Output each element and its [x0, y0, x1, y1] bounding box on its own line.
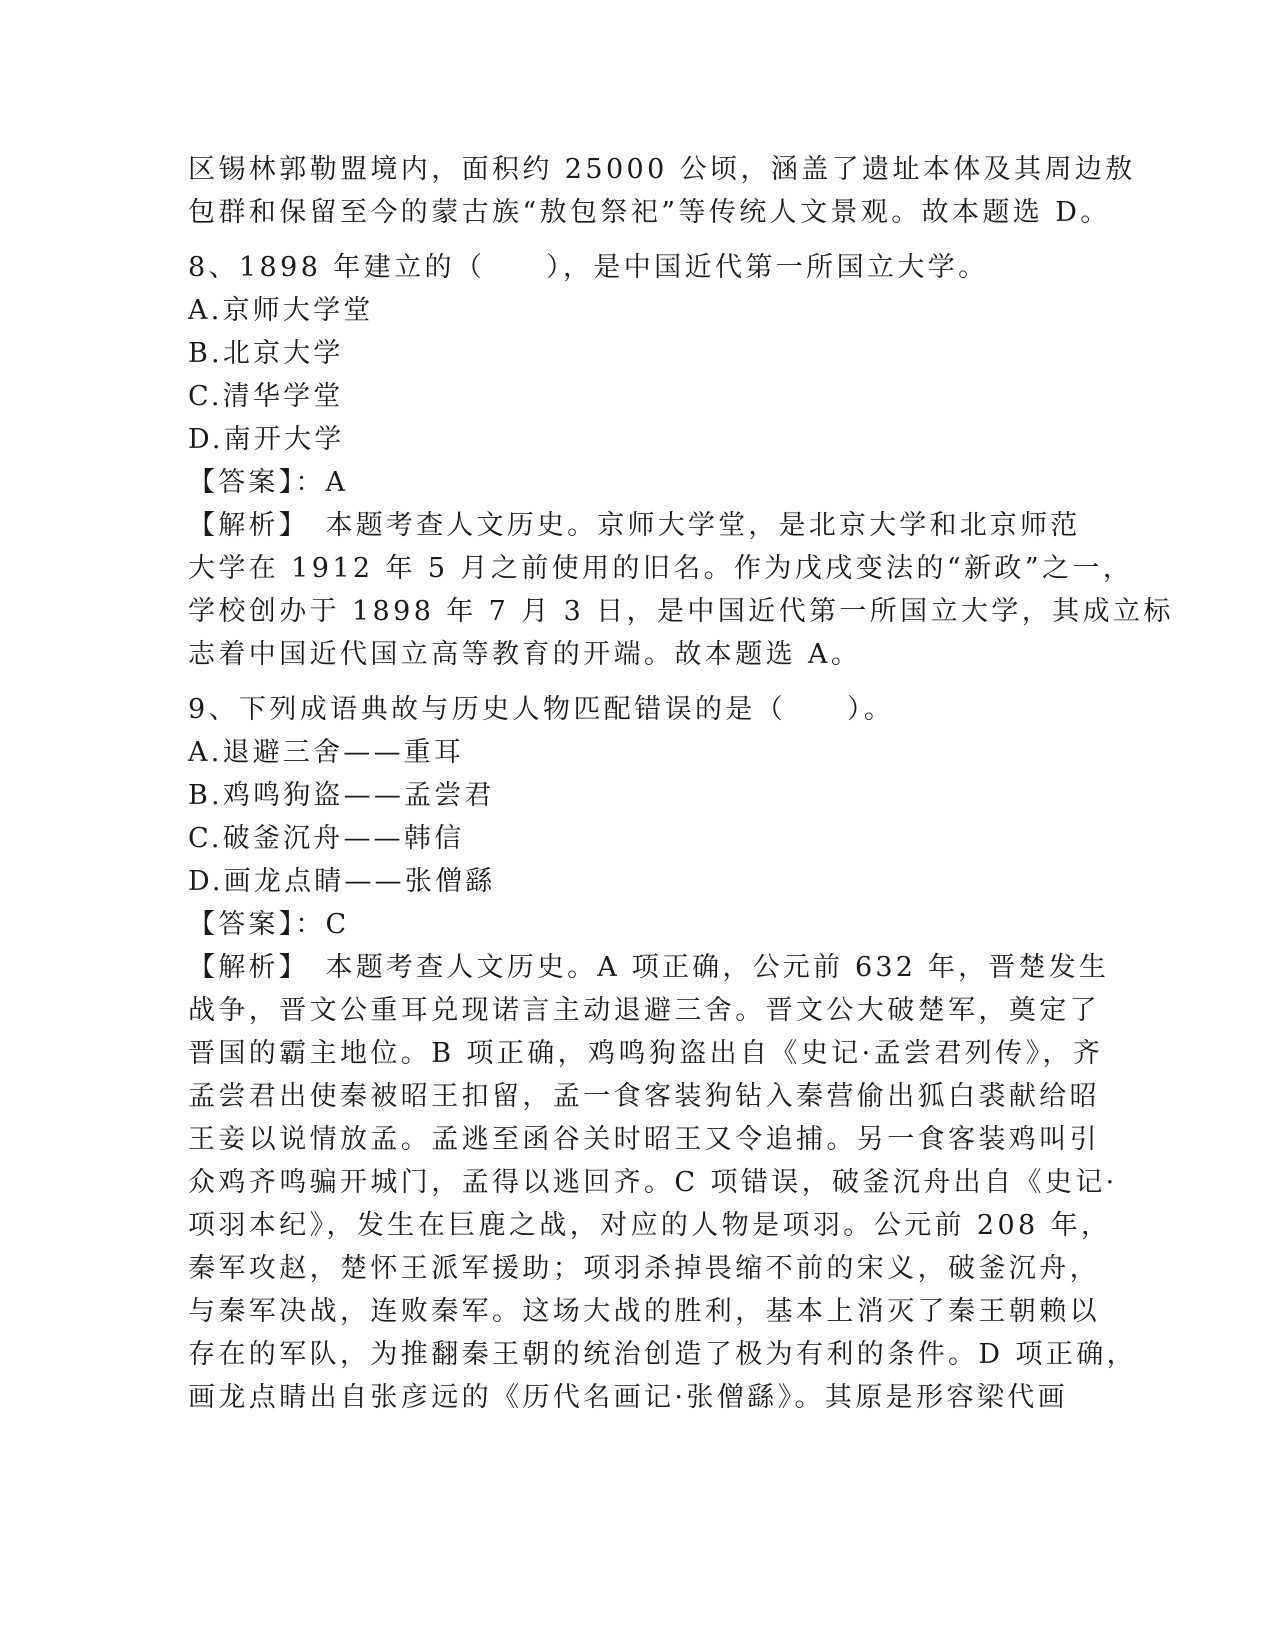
explanation-line: 存在的军队，为推翻秦王朝的统治创造了极为有利的条件。D 项正确， — [188, 1339, 1138, 1370]
answer-line: 【答案】：A — [188, 467, 349, 498]
option-a: A.京师大学堂 — [188, 295, 374, 326]
option-b: B.北京大学 — [188, 338, 344, 369]
explanation-line: 志着中国近代国立高等教育的开端。故本题选 A。 — [188, 639, 862, 670]
option-c: C.破釜沉舟——韩信 — [188, 823, 465, 854]
answer-line: 【答案】：C — [188, 909, 350, 940]
spacer — [188, 676, 1088, 688]
explanation-line: 孟尝君出使秦被昭王扣留，孟一食客装狗钻入秦营偷出狐白裘献给昭 — [188, 1081, 1100, 1112]
text-line: 包群和保留至今的蒙古族“敖包祭祀”等传统人文景观。故本题选 D。 — [188, 197, 1111, 228]
explanation-line: 与秦军决战，连败秦军。这场大战的胜利，基本上消灭了秦王朝赖以 — [188, 1296, 1100, 1327]
option-b: B.鸡鸣狗盗——孟尝君 — [188, 780, 495, 811]
explanation-line: 项羽本纪》，发生在巨鹿之战，对应的人物是项羽。公元前 208 年， — [188, 1210, 1112, 1241]
option-a: A.退避三舍——重耳 — [188, 737, 465, 768]
text-line: 区锡林郭勒盟境内，面积约 25000 公顷，涵盖了遗址本体及其周边敖 — [188, 154, 1136, 185]
previous-explanation-continuation — [188, 148, 1136, 234]
spacer — [188, 234, 1088, 246]
option-d: D.画龙点睛——张僧繇 — [188, 866, 496, 897]
explanation-line: 学校创办于 1898 年 7 月 3 日，是中国近代第一所国立大学，其成立标 — [188, 596, 1174, 627]
option-d: D.南开大学 — [188, 424, 345, 455]
explanation-line: 【解析】 本题考查人文历史。A 项正确，公元前 632 年，晋楚发生 — [188, 952, 1110, 983]
question-9 — [188, 688, 1138, 1419]
question-stem: 8、1898 年建立的（ ），是中国近代第一所国立大学。 — [188, 252, 989, 283]
explanation-line: 大学在 1912 年 5 月之前使用的旧名。作为戊戌变法的“新政”之一， — [188, 553, 1134, 584]
explanation-line: 秦军攻赵，楚怀王派军援助；项羽杀掉畏缩不前的宋义，破釜沉舟， — [188, 1253, 1100, 1284]
document-page — [188, 148, 1174, 1419]
explanation-line: 王妾以说情放孟。孟逃至函谷关时昭王又令追捕。另一食客装鸡叫引 — [188, 1124, 1100, 1155]
question-stem: 9、下列成语典故与历史人物匹配错误的是（ ）。 — [188, 694, 895, 725]
explanation-line: 众鸡齐鸣骗开城门，孟得以逃回齐。C 项错误，破釜沉舟出自《史记· — [188, 1167, 1118, 1198]
explanation-line: 晋国的霸主地位。B 项正确，鸡鸣狗盗出自《史记·孟尝君列传》，齐 — [188, 1038, 1104, 1069]
explanation-line: 画龙点睛出自张彦远的《历代名画记·张僧繇》。其原是形容梁代画 — [188, 1382, 1069, 1413]
option-c: C.清华学堂 — [188, 381, 344, 412]
explanation-line: 战争，晋文公重耳兑现诺言主动退避三舍。晋文公大破楚军，奠定了 — [188, 995, 1100, 1026]
question-8 — [188, 246, 1174, 676]
explanation-line: 【解析】 本题考查人文历史。京师大学堂，是北京大学和北京师范 — [188, 510, 1081, 541]
